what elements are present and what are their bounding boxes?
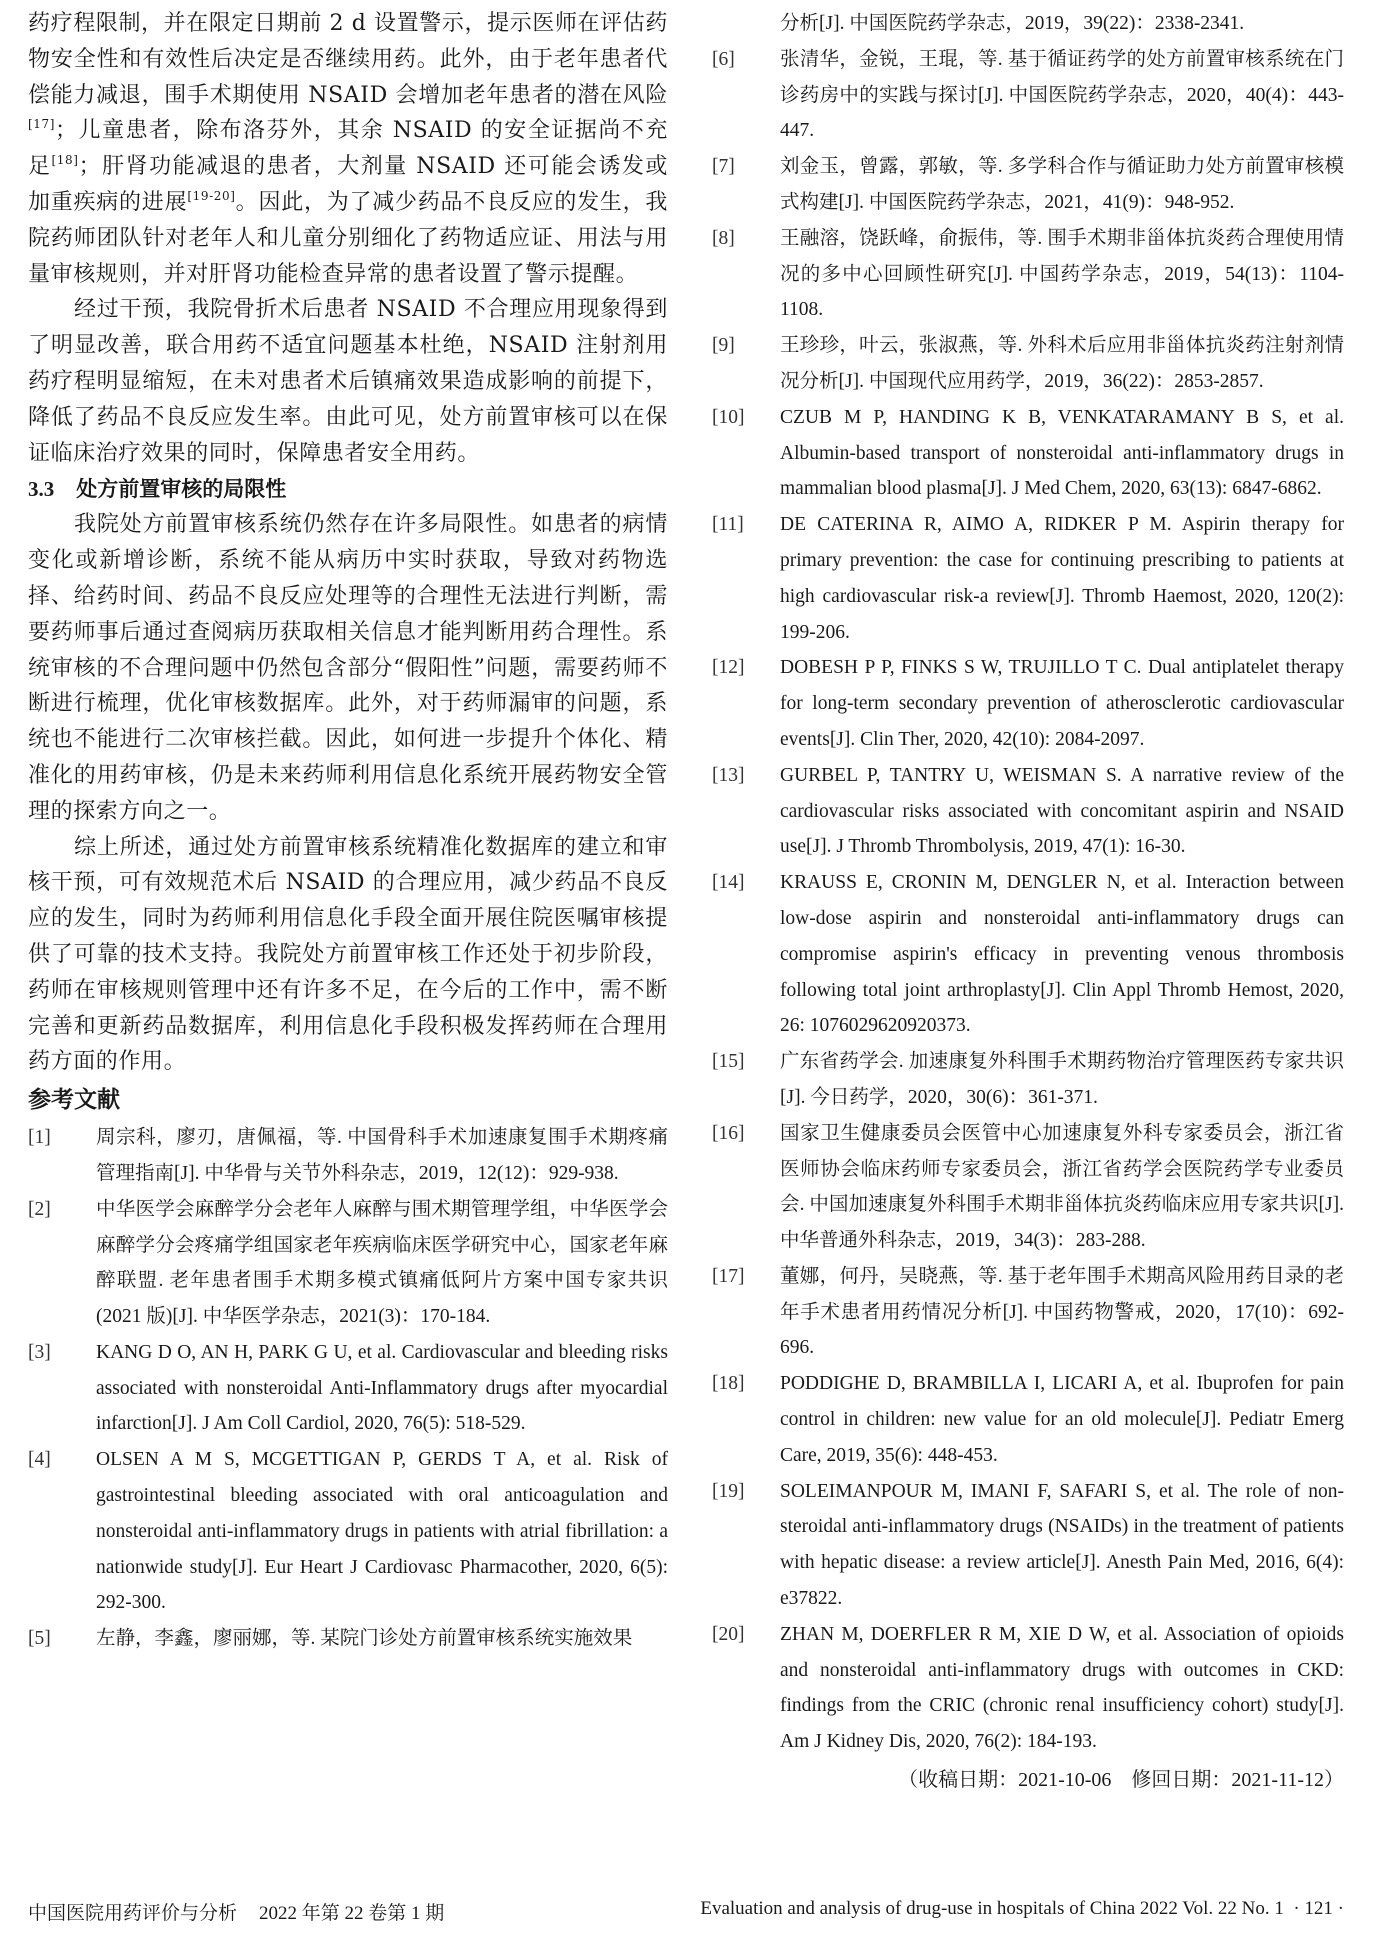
paragraph-text: ；肝肾功能减退的患者，大剂量 NSAID 还可能会诱发或加重疾病的进展 — [28, 154, 668, 215]
body-paragraph-1 — [28, 6, 668, 292]
reference-text: KRAUSS E, CRONIN M, DENGLER N, et al. Interaction between low-dose aspirin and nonsteroidal anti-inflammatory drugs can compromise aspirin's efficacy in preventing venous thrombosis following total joint arthroplasty[J]. Clin Appl Thromb Hemost, 2020, 26: 1076029620920373. — [780, 872, 1344, 1037]
reference-item — [712, 6, 1344, 42]
reference-item — [712, 400, 1344, 507]
issue-cn: 2022 年第 22 卷第 1 期 — [259, 1903, 445, 1924]
reference-text: 王融溶，饶跃峰，俞振伟，等. 围手术期非甾体抗炎药合理使用情况的多中心回顾性研究[J]. 中国药学杂志，2019，54(13)：1104-1108. — [780, 227, 1344, 321]
journal-name-en: Evaluation and analysis of drug-use in hospitals of China 2022 Vol. 22 No. 1 — [700, 1898, 1284, 1919]
reference-text: 广东省药学会. 加速康复外科围手术期药物治疗管理医药专家共识[J]. 今日药学，2020，30(6)：361-371. — [780, 1051, 1344, 1108]
reference-number: [15] — [712, 1051, 745, 1073]
reference-item — [712, 1116, 1344, 1259]
reference-text: 左静，李鑫，廖丽娜，等. 某院门诊处方前置审核系统实施效果 — [96, 1628, 633, 1650]
reference-text: KANG D O, AN H, PARK G U, et al. Cardiovascular and bleeding risks associated with nonsteroidal Anti-Inflammatory drugs after myocardial infarction[J]. J Am Coll Cardiol, 2020, 76(5): 518-529. — [96, 1341, 668, 1435]
reference-number: [20] — [712, 1623, 745, 1645]
section-heading — [28, 471, 668, 507]
left-column — [28, 6, 668, 1657]
reference-text: CZUB M P, HANDING K B, VENKATARAMANY B S, et al. Albumin-based transport of nonsteroidal anti-inflammatory drugs in mammalian blood plasma[J]. J Med Chem, 2020, 63(13): 6847-6862. — [780, 406, 1344, 500]
reference-text: 周宗科，廖刃，唐佩福，等. 中国骨科手术加速康复围手术期疼痛管理指南[J]. 中华骨与关节外科杂志，2019，12(12)：929-938. — [96, 1127, 668, 1184]
right-column — [712, 6, 1344, 1798]
reference-item — [712, 1617, 1344, 1760]
reference-item — [712, 1259, 1344, 1366]
reference-number: [10] — [712, 406, 745, 428]
reference-text: DE CATERINA R, AIMO A, RIDKER P M. Aspirin therapy for primary prevention: the case for continuing prescribing to patients at high cardiovascular risk-a review[J]. Thromb Haemost, 2020, 120(2): 199-206. — [780, 514, 1344, 643]
footer-left — [28, 1898, 444, 1925]
body-paragraph-3: 我院处方前置审核系统仍然存在许多局限性。如患者的病情变化或新增诊断，系统不能从病历中实时获取，导致对药物选择、给药时间、药品不良反应处理等的合理性无法进行判断，需要药师事后通过查阅病历获取相关信息才能判断用药合理性。系统审核的不合理问题中仍然包含部分“假阳性”问题，需要药师不断进行梳理，优化审核数据库。此外，对于药师漏审的问题，系统也不能进行二次审核拦截。因此，如何进一步提升个体化、精准化的用药审核，仍是未来药师利用信息化系统开展药物安全管理的探索方向之一。 — [28, 512, 668, 824]
reference-number: [9] — [712, 335, 735, 357]
reference-item — [712, 149, 1344, 221]
reference-text: GURBEL P, TANTRY U, WEISMAN S. A narrative review of the cardiovascular risks associated with concomitant aspirin and NSAID use[J]. J Thromb Thrombolysis, 2019, 47(1): 16-30. — [780, 764, 1344, 858]
reference-item — [712, 1366, 1344, 1473]
reference-text: SOLEIMANPOUR M, IMANI F, SAFARI S, et al. The role of non-steroidal anti-inflammatory drugs (NSAIDs) in the treatment of patients with hepatic disease: a review article[J]. Anesth Pain Med, 2016, 6(4): e37822. — [780, 1480, 1344, 1610]
reference-number: [12] — [712, 657, 745, 679]
reference-text: OLSEN A M S, MCGETTIGAN P, GERDS T A, et al. Risk of gastrointestinal bleeding associated with oral anticoagulation and nonsteroidal anti-inflammatory drugs in patients with atrial fibrillation: a nationwide study[J]. Eur Heart J Cardiovasc Pharmacother, 2020, 6(5): 292-300. — [96, 1449, 668, 1614]
reference-number: [1] — [28, 1127, 51, 1149]
section-number: 3.3 — [28, 477, 55, 502]
reference-number: [8] — [712, 227, 735, 249]
reference-item — [712, 865, 1344, 1044]
reference-number: [14] — [712, 872, 745, 894]
reference-item — [712, 758, 1344, 865]
reference-number: [3] — [28, 1341, 51, 1363]
body-paragraph-2: 经过干预，我院骨折术后患者 NSAID 不合理应用现象得到了明显改善，联合用药不适宜问题基本杜绝，NSAID 注射剂用药疗程明显缩短，在未对患者术后镇痛效果造成影响的前提下，降低了药品不良反应发生率。由此可见，处方前置审核可以在保证临床治疗效果的同时，保障患者安全用药。 — [28, 297, 668, 466]
reference-text: 国家卫生健康委员会医管中心加速康复外科专家委员会，浙江省医师协会临床药师专家委员会，浙江省药学会医院药学专业委员会. 中国加速康复外科围手术期非甾体抗炎药临床应用专家共识[J]. 中华普通外科杂志，2019，34(3)：283-288. — [780, 1122, 1344, 1252]
reference-item — [28, 1120, 668, 1192]
reference-number: [6] — [712, 48, 735, 70]
reference-number: [17] — [712, 1265, 745, 1287]
reference-item — [712, 507, 1344, 650]
citation-19-20[interactable]: [19-20] — [187, 188, 236, 203]
page-number: · 121 · — [1293, 1898, 1344, 1919]
reference-number: [2] — [28, 1198, 51, 1220]
references-heading: 参考文献 — [28, 1087, 120, 1114]
reference-number: [18] — [712, 1373, 745, 1395]
reference-text: PODDIGHE D, BRAMBILLA I, LICARI A, et al. Ibuprofen for pain control in children: new value for an old molecule[J]. Pediatr Emerg Care, 2019, 35(6): 448-453. — [780, 1373, 1344, 1466]
reference-number: [11] — [712, 514, 744, 536]
reference-item — [712, 1474, 1344, 1617]
reference-text: 中华医学会麻醉学分会老年人麻醉与围术期管理学组，中华医学会麻醉学分会疼痛学组国家老年疾病临床医学研究中心，国家老年麻醉联盟. 老年患者围手术期多模式镇痛低阿片方案中国专家共识(2021 版)[J]. 中华医学杂志，2021(3)：170-184. — [96, 1198, 668, 1328]
reference-item — [28, 1442, 668, 1621]
reference-item — [28, 1335, 668, 1442]
reference-list-left — [28, 1120, 668, 1657]
reference-item — [712, 42, 1344, 149]
reference-text: 张清华，金锐，王琨，等. 基于循证药学的处方前置审核系统在门诊药房中的实践与探讨[J]. 中国医院药学杂志，2020，40(4)：443-447. — [780, 48, 1344, 142]
reference-list-right — [712, 6, 1344, 1760]
reference-number: [5] — [28, 1628, 51, 1650]
reference-item — [712, 328, 1344, 400]
reference-number: [4] — [28, 1449, 51, 1471]
reference-text: DOBESH P P, FINKS S W, TRUJILLO T C. Dual antiplatelet therapy for long-term secondary prevention of atherosclerotic cardiovascular events[J]. Clin Ther, 2020, 42(10): 2084-2097. — [780, 657, 1344, 750]
body-paragraph-4: 综上所述，通过处方前置审核系统精准化数据库的建立和审核干预，可有效规范术后 NSAID 的合理应用，减少药品不良反应的发生，同时为药师利用信息化手段全面开展住院医嘱审核提供了可靠的技术支持。我院处方前置审核工作还处于初步阶段，药师在审核规则管理中还有许多不足，在今后的工作中，需不断完善和更新药品数据库，利用信息化手段积极发挥药师在合理用药方面的作用。 — [28, 834, 668, 1075]
reference-text: 刘金玉，曾露，郭敏，等. 多学科合作与循证助力处方前置审核模式构建[J]. 中国医院药学杂志，2021，41(9)：948-952. — [780, 156, 1344, 213]
reference-number: [7] — [712, 156, 735, 178]
reference-text: ZHAN M, DOERFLER R M, XIE D W, et al. Association of opioids and nonsteroidal anti-inflammatory drugs with outcomes in CKD: findings from the CRIC (chronic renal insufficiency cohort) study[J]. Am J Kidney Dis, 2020, 76(2): 184-193. — [780, 1623, 1344, 1753]
journal-name-cn: 中国医院用药评价与分析 — [28, 1903, 238, 1924]
reference-item — [28, 1192, 668, 1335]
section-title: 处方前置审核的局限性 — [76, 477, 287, 502]
paragraph-text: ；儿童患者，除布洛芬外，其余 NSAID 的安全证据尚不充足 — [28, 118, 668, 180]
reference-text: 分析[J]. 中国医院药学杂志，2019，39(22)：2338-2341. — [780, 13, 1245, 34]
reference-text: 王珍珍，叶云，张淑燕，等. 外科术后应用非甾体抗炎药注射剂情况分析[J]. 中国现代应用药学，2019，36(22)：2853-2857. — [780, 335, 1344, 392]
reference-number: [19] — [712, 1480, 745, 1502]
reference-number: [16] — [712, 1122, 745, 1144]
citation-18[interactable]: [18] — [51, 153, 79, 168]
reference-number: [13] — [712, 764, 745, 786]
page-footer — [28, 1898, 1344, 1925]
reference-item — [712, 650, 1344, 757]
paragraph-text: 。因此，为了减少药品不良反应的发生，我院药师团队针对老年人和儿童分别细化了药物适应证、用法与用量审核规则，并对肝肾功能检查异常的患者设置了警示提醒。 — [28, 189, 668, 287]
reference-text: 董娜，何丹，吴晓燕，等. 基于老年围手术期高风险用药目录的老年手术患者用药情况分析[J]. 中国药物警戒，2020，17(10)：692-696. — [780, 1265, 1344, 1359]
footer-right — [700, 1898, 1344, 1925]
reference-item — [712, 1044, 1344, 1116]
reference-item — [712, 221, 1344, 328]
received-revised-dates: （收稿日期：2021-10-06 修回日期：2021-11-12） — [898, 1769, 1344, 1792]
reference-item — [28, 1621, 668, 1657]
citation-17[interactable]: [17] — [28, 117, 56, 132]
paragraph-text: 药疗程限制，并在限定日期前 2 d 设置警示，提示医师在评估药物安全性和有效性后决定是否继续用药。此外，由于老年患者代偿能力减退，围手术期使用 NSAID 会增加老年患者的潜在风险 — [28, 11, 668, 108]
